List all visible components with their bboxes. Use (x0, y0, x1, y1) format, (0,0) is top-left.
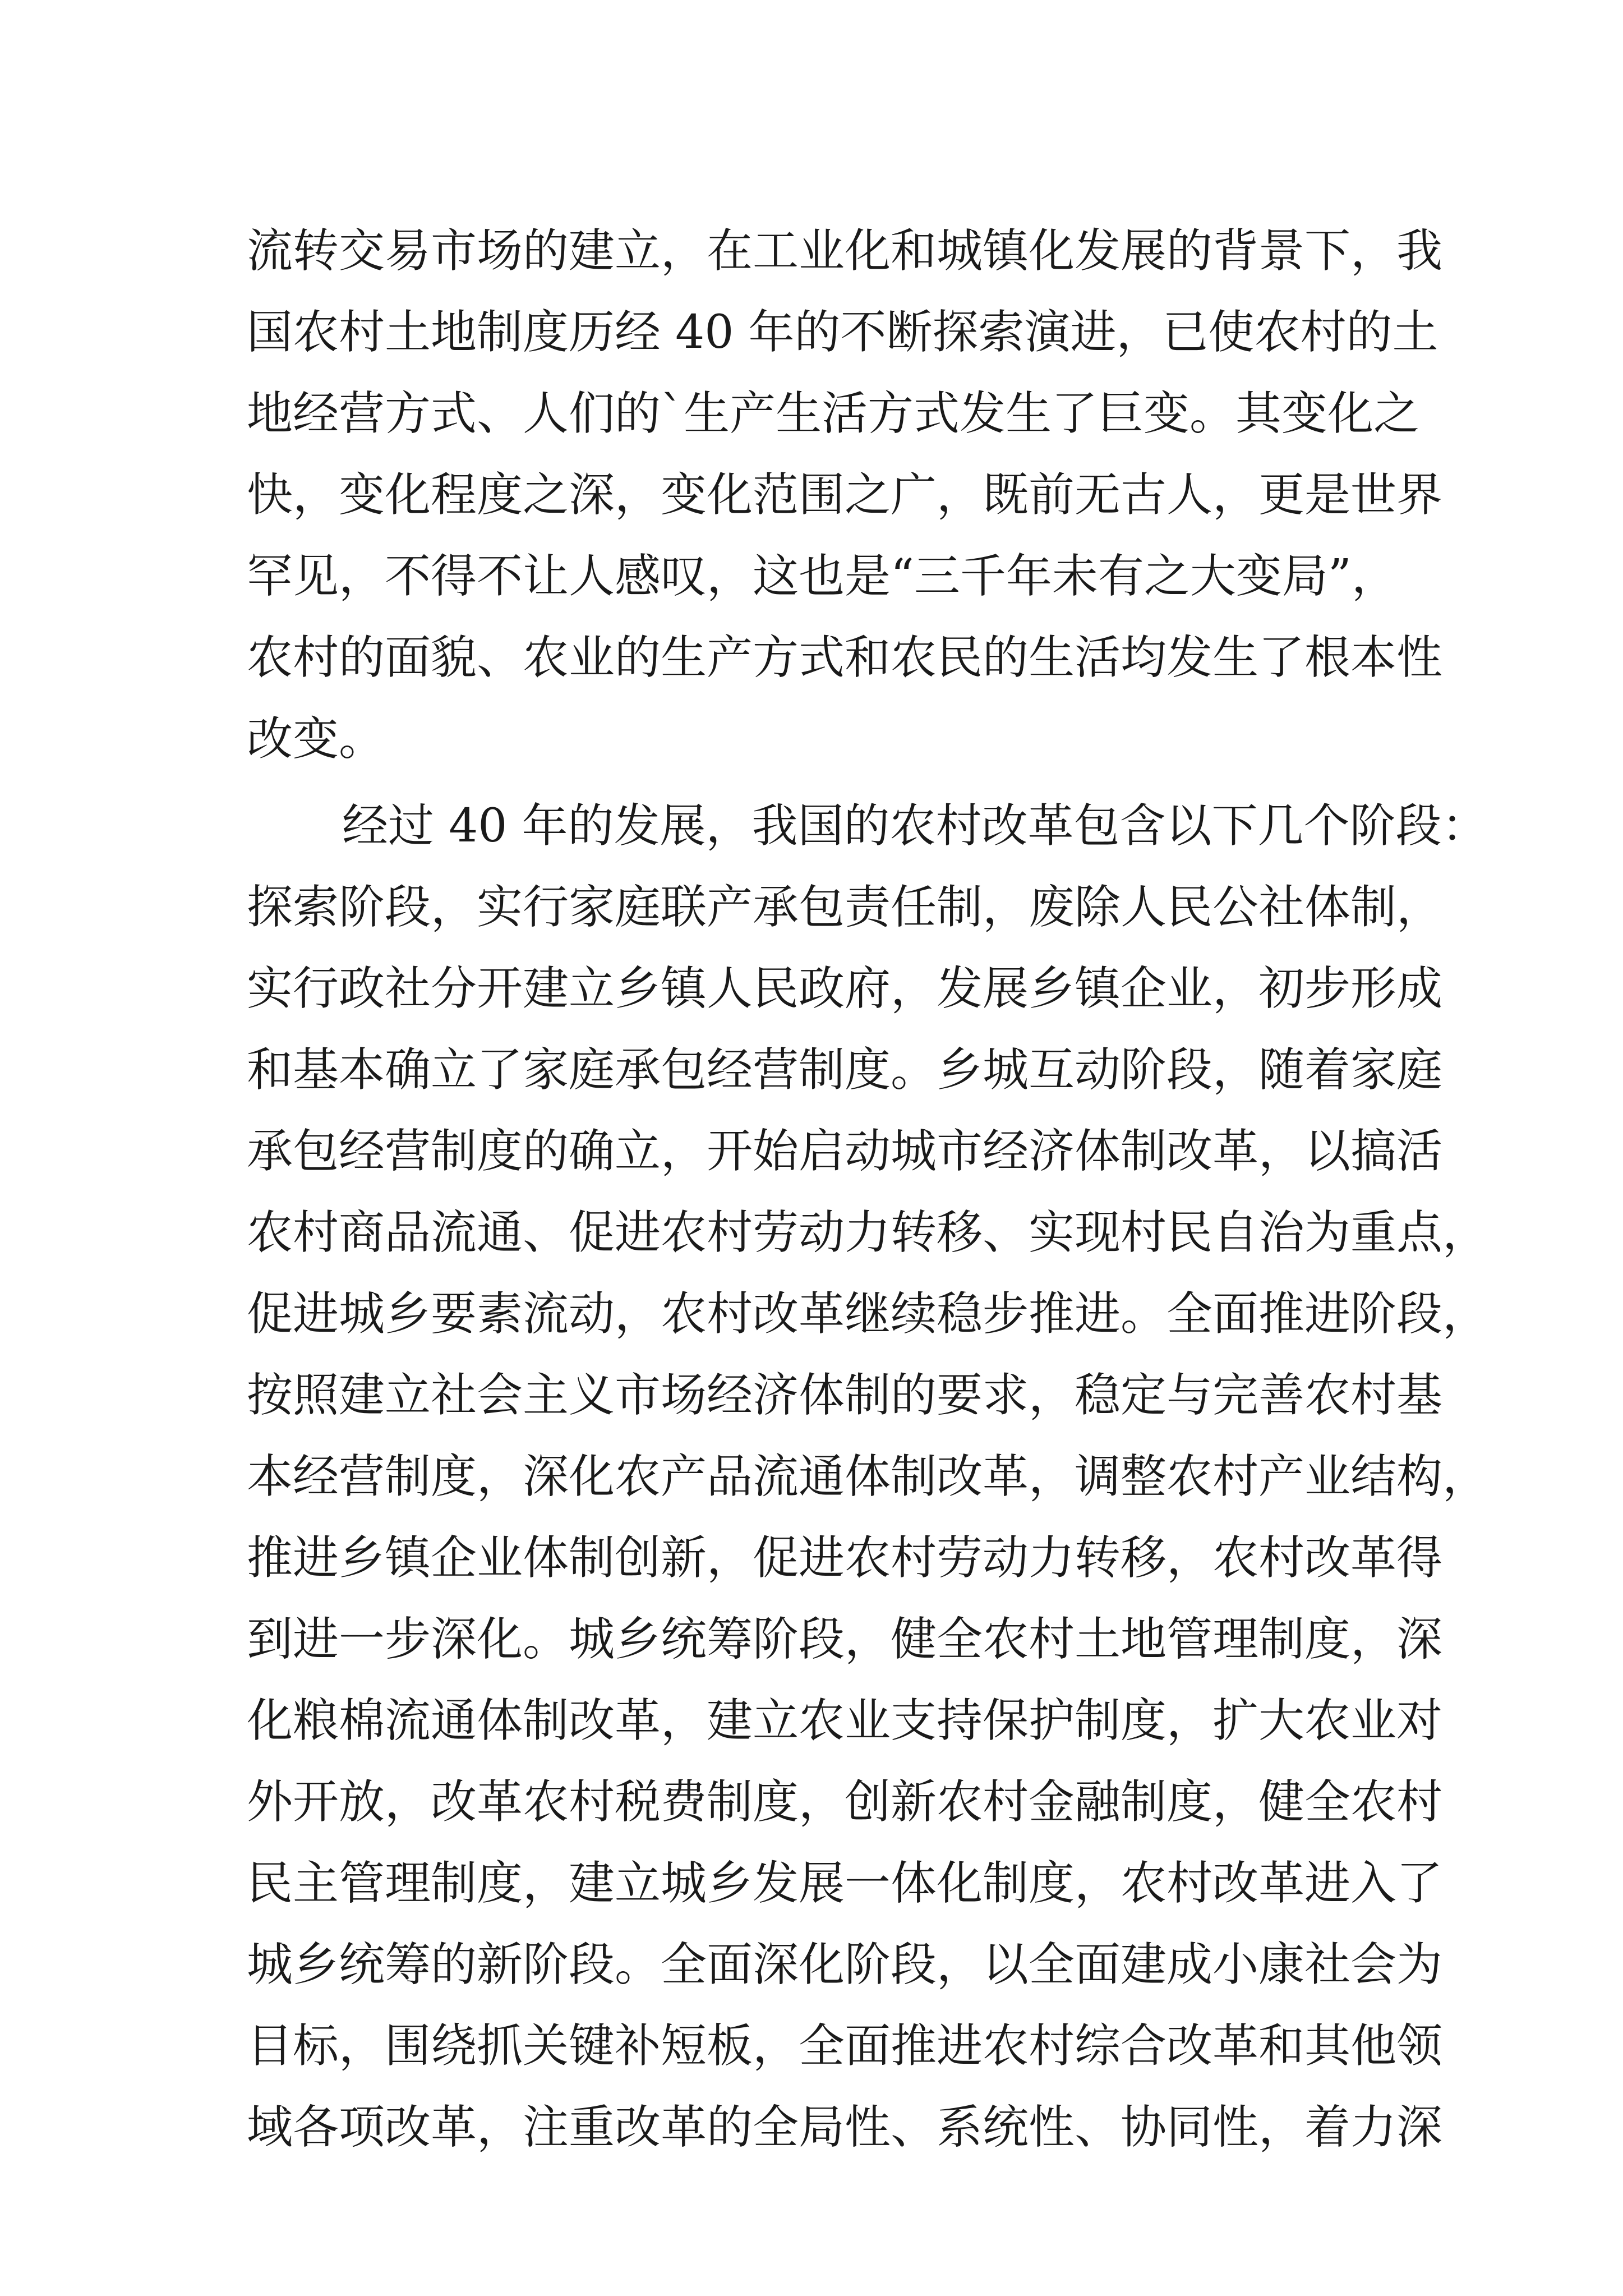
paragraph-line: 快，变化程度之深，变化范围之广，既前无古人，更是世界 (247, 468, 1443, 522)
paragraph-line: 到进一步深化。城乡统筹阶段，健全农村土地管理制度，深 (247, 1613, 1443, 1666)
paragraph-line: 实行政社分开建立乡镇人民政府，发展乡镇企业，初步形成 (247, 962, 1443, 1015)
paragraph-line: 农村的面貌、农业的生产方式和农民的生活均发生了根本性 (247, 631, 1443, 684)
paragraph-line: 外开放，改革农村税费制度，创新农村金融制度，健全农村 (247, 1775, 1443, 1829)
paragraph-line: 城乡统筹的新阶段。全面深化阶段，以全面建成小康社会为 (247, 1938, 1443, 1991)
paragraph-line: 农村商品流通、促进农村劳动力转移、实现村民自治为重点， (247, 1206, 1489, 1259)
paragraph-line: 化粮棉流通体制改革，建立农业支持保护制度，扩大农业对 (247, 1694, 1443, 1747)
paragraph-line: 推进乡镇企业体制创新，促进农村劳动力转移，农村改革得 (247, 1531, 1443, 1585)
paragraph-line: 流转交易市场的建立，在工业化和城镇化发展的背景下，我 (247, 224, 1443, 278)
paragraph-line: 罕见，不得不让人感叹，这也是“三千年未有之大变局”， (247, 550, 1398, 603)
paragraph-line: 促进城乡要素流动，农村改革继续稳步推进。全面推进阶段， (247, 1287, 1489, 1341)
paragraph-2 (247, 785, 1489, 2168)
paragraph-1 (247, 210, 1443, 780)
paragraph-line: 目标，围绕抓关键补短板，全面推进农村综合改革和其他领 (247, 2019, 1443, 2073)
paragraph-line: 民主管理制度，建立城乡发展一体化制度，农村改革进入了 (247, 1857, 1443, 1910)
paragraph-line: 地经营方式、人们的`生产生活方式发生了巨变。其变化之 (247, 387, 1420, 440)
paragraph-line: 本经营制度，深化农产品流通体制改革，调整农村产业结构， (247, 1450, 1489, 1503)
paragraph-line: 和基本确立了家庭承包经营制度。乡城互动阶段，随着家庭 (247, 1043, 1443, 1097)
paragraph-line: 承包经营制度的确立，开始启动城市经济体制改革，以搞活 (247, 1125, 1443, 1178)
document-body (247, 210, 1489, 2168)
paragraph-line: 改变。 (247, 712, 385, 766)
paragraph-spacer (247, 780, 1396, 785)
paragraph-line: 经过 40 年的发展，我国的农村改革包含以下几个阶段： (342, 799, 1488, 853)
paragraph-line: 探索阶段，实行家庭联产承包责任制，废除人民公社体制， (247, 881, 1443, 934)
paragraph-line: 国农村土地制度历经 40 年的不断探索演进，已使农村的土 (247, 306, 1438, 359)
paragraph-line: 域各项改革，注重改革的全局性、系统性、协同性，着力深 (247, 2101, 1443, 2154)
paragraph-line: 按照建立社会主义市场经济体制的要求，稳定与完善农村基 (247, 1369, 1443, 1422)
